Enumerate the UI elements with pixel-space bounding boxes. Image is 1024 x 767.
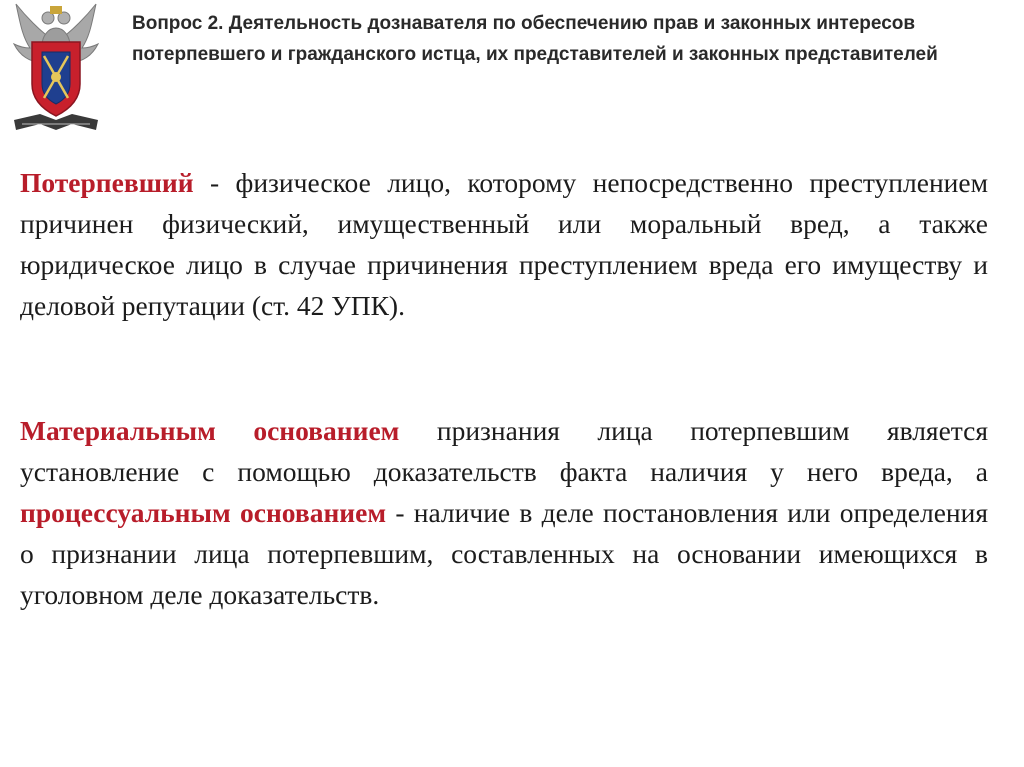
page-title: Вопрос 2. Деятельность дознавателя по обеспечению прав и законных интересов потерпевшего и гражданского истца, их представителей и законных представителей (132, 13, 938, 65)
term-victim: Потерпевший (20, 167, 194, 198)
paragraph-text: - наличие в деле постановления или определения о признании лица потерпевшим, составленных на основании имеющихся в уголовном деле доказательств. (20, 497, 988, 610)
term-procedural-ground: процессуальным основанием (20, 497, 387, 528)
grounds-paragraph (20, 410, 988, 615)
term-material-ground: Материальным основанием (20, 415, 400, 446)
paragraph-text: признания лица потерпевшим является установление с помощью доказательств факта наличия у него вреда, а (20, 415, 988, 487)
paragraph-text: - физическое лицо, которому непосредственно преступлением причинен физический, имущественный или моральный вред, а также юридическое лицо в случае причинения преступлением вреда его имуществу и деловой репутации (ст. 42 УПК). (20, 167, 988, 321)
police-eagle-emblem-icon (10, 2, 102, 134)
definition-paragraph (20, 162, 988, 326)
